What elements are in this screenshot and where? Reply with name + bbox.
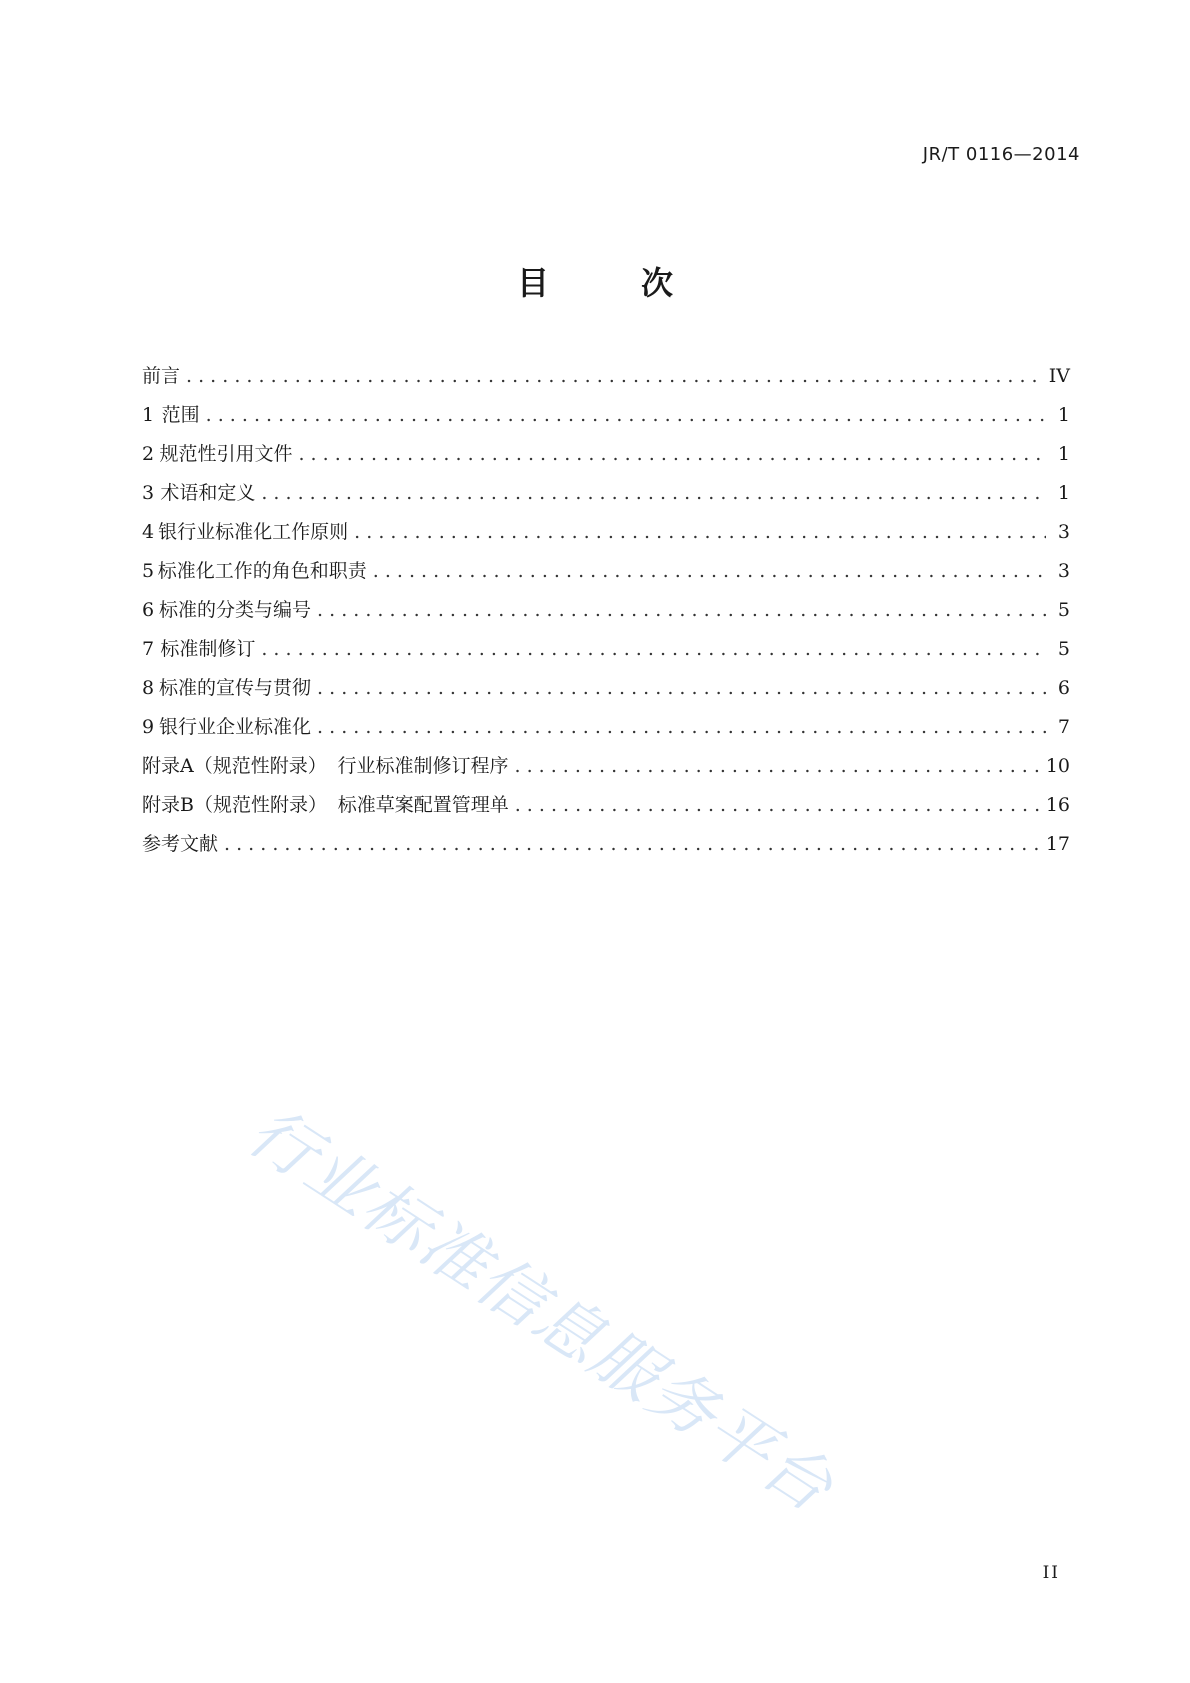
toc-entry-label: 银行业标准化工作原则 xyxy=(158,521,349,543)
toc-entry-label: 范围 xyxy=(161,404,200,426)
toc-leader-dots xyxy=(354,513,1046,552)
toc-leader-dots xyxy=(317,591,1046,630)
toc-entry-number: 1 xyxy=(142,404,155,426)
toc-entry-foreword[interactable] xyxy=(142,357,1070,396)
toc-entry-label: 附录B（规范性附录） xyxy=(142,794,327,816)
toc-entry-page: 5 xyxy=(1057,599,1070,621)
toc-entry-number: 2 xyxy=(142,443,155,465)
toc-entry-label: 附录A（规范性附录） xyxy=(142,755,327,777)
toc-entry-label: 规范性引用文件 xyxy=(159,443,293,465)
toc-entry-2[interactable] xyxy=(142,435,1070,474)
toc-entry-page: 3 xyxy=(1057,521,1070,543)
toc-entry-page: 6 xyxy=(1057,677,1070,699)
toc-leader-dots xyxy=(317,708,1046,747)
toc-entry-page: 10 xyxy=(1045,755,1070,777)
toc-entry-appendix-b[interactable] xyxy=(142,786,1070,825)
toc-entry-number: 9 xyxy=(142,716,155,738)
toc-entry-5[interactable] xyxy=(142,552,1070,591)
toc-leader-dots xyxy=(298,435,1046,474)
toc-entry-6[interactable] xyxy=(142,591,1070,630)
toc-entry-page: IV xyxy=(1048,365,1070,387)
toc-entry-page: 7 xyxy=(1057,716,1070,738)
standard-code: JR/T 0116—2014 xyxy=(922,144,1080,165)
toc-leader-dots xyxy=(317,669,1046,708)
toc-entry-number: 8 xyxy=(142,677,155,699)
toc-entry-page: 16 xyxy=(1045,794,1070,816)
toc-entry-page: 1 xyxy=(1057,404,1070,426)
toc-entry-label: 标准的分类与编号 xyxy=(159,599,312,621)
toc-entry-subtitle: 标准草案配置管理单 xyxy=(337,794,509,816)
toc-leader-dots xyxy=(206,396,1046,435)
toc-entry-7[interactable] xyxy=(142,630,1070,669)
toc-entry-page: 1 xyxy=(1057,482,1070,504)
toc-entry-label: 银行业企业标准化 xyxy=(159,716,312,738)
toc-entry-label: 术语和定义 xyxy=(160,482,256,504)
toc-entry-page: 17 xyxy=(1045,833,1070,855)
toc-leader-dots xyxy=(224,825,1040,864)
toc-leader-dots xyxy=(186,357,1043,396)
toc-entry-subtitle: 行业标准制修订程序 xyxy=(337,755,509,777)
toc-entry-9[interactable] xyxy=(142,708,1070,747)
toc-entry-8[interactable] xyxy=(142,669,1070,708)
toc-entry-label: 前言 xyxy=(142,365,181,387)
watermark: 行业标准信息服务平台 xyxy=(234,1092,848,1528)
toc-entry-label: 标准制修订 xyxy=(160,638,256,660)
toc-entry-label: 参考文献 xyxy=(142,833,219,855)
toc-entry-label: 标准化工作的角色和职责 xyxy=(157,560,367,582)
toc-entry-4[interactable] xyxy=(142,513,1070,552)
toc-entry-references[interactable] xyxy=(142,825,1070,864)
toc-leader-dots xyxy=(515,786,1040,825)
toc-entry-1[interactable] xyxy=(142,396,1070,435)
page-number: II xyxy=(1042,1563,1060,1583)
table-of-contents xyxy=(142,357,1070,864)
toc-entry-number: 7 xyxy=(142,638,155,660)
toc-leader-dots xyxy=(261,630,1046,669)
toc-entry-label: 标准的宣传与贯彻 xyxy=(159,677,312,699)
toc-title: 目 次 xyxy=(516,264,703,302)
toc-entry-number: 6 xyxy=(142,599,155,621)
toc-entry-number: 5 xyxy=(142,560,155,582)
toc-leader-dots xyxy=(514,747,1039,786)
toc-entry-number: 3 xyxy=(142,482,155,504)
toc-entry-appendix-a[interactable] xyxy=(142,747,1070,786)
toc-entry-number: 4 xyxy=(142,521,155,543)
toc-entry-page: 5 xyxy=(1057,638,1070,660)
toc-entry-page: 1 xyxy=(1057,443,1070,465)
toc-leader-dots xyxy=(261,474,1046,513)
toc-entry-3[interactable] xyxy=(142,474,1070,513)
toc-entry-page: 3 xyxy=(1057,560,1070,582)
toc-leader-dots xyxy=(373,552,1046,591)
